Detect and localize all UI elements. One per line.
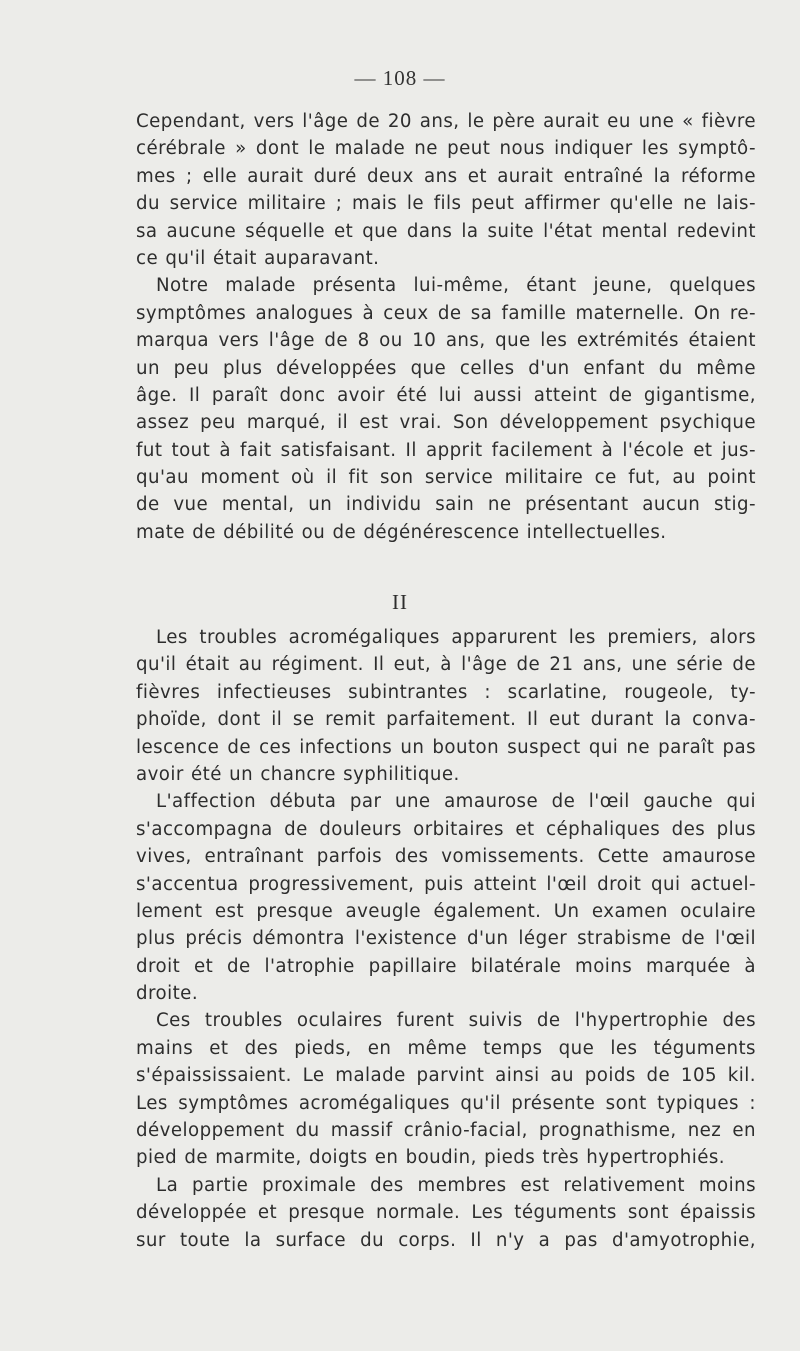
text-line: La partie proximale des membres est relativement moins [156,1174,756,1196]
text-line: qu'il était au régiment. Il eut, à l'âge de 21 ans, une série de [136,654,756,676]
text-line: du service militaire ; mais le fils peut affirmer qu'elle ne lais- [136,193,756,215]
text-line: mes ; elle aurait duré deux ans et aurait entraîné la réforme [136,165,756,187]
text-line: s'accompagna de douleurs orbitaires et céphaliques des plus [136,818,756,840]
text-line: vives, entraînant parfois des vomissements. Cette amaurose [136,846,756,868]
text-line: s'épaississaient. Le malade parvint ainsi au poids de 105 kil. [136,1065,756,1087]
text-line: symptômes analogues à ceux de sa famille maternelle. On re- [136,302,756,324]
text-line: s'accentua progressivement, puis atteint l'œil droit qui actuel- [136,873,756,895]
text-line: Ces troubles oculaires furent suivis de l'hypertrophie des [156,1010,756,1032]
text-line: âge. Il paraît donc avoir été lui aussi atteint de gigantisme, [136,384,756,406]
text-line: fièvres infectieuses subintrantes : scarlatine, rougeole, ty- [136,681,756,703]
text-line: Notre malade présenta lui-même, étant jeune, quelques [156,275,756,297]
text-line: mate de débilité ou de dégénérescence intellectuelles. [136,521,667,543]
text-line: sur toute la surface du corps. Il n'y a pas d'amyotrophie, [136,1229,756,1251]
text-block-2 [136,624,756,1254]
text-line: phoïde, dont il se remit parfaitement. Il eut durant la conva- [136,709,756,731]
text-line: droite. [136,983,199,1005]
text-line: lescence de ces infections un bouton suspect qui ne paraît pas [136,736,756,758]
text-line: fut tout à fait satisfaisant. Il apprit facilement à l'école et jus- [136,439,756,461]
text-line: plus précis démontra l'existence d'un léger strabisme de l'œil [136,928,756,950]
text-line: avoir été un chancre syphilitique. [136,763,460,785]
text-line: développée et presque normale. Les téguments sont épaissis [136,1202,756,1224]
text-line: de vue mental, un individu sain ne présentant aucun stig- [136,494,756,516]
section-heading: II [392,590,408,614]
text-line: un peu plus développées que celles d'un enfant du même [136,357,756,379]
text-block-1 [136,108,756,546]
text-line: marqua vers l'âge de 8 ou 10 ans, que les extrémités étaient [136,330,756,352]
text-line: qu'au moment où il fit son service militaire ce fut, au point [136,467,756,489]
page-number: — 108 — [354,66,446,90]
text-line: Les symptômes acromégaliques qu'il présente sont typiques : [136,1092,756,1114]
text-line: L'affection débuta par une amaurose de l'œil gauche qui [156,791,756,813]
text-line: Les troubles acromégaliques apparurent les premiers, alors [156,627,756,648]
text-line: sa aucune séquelle et que dans la suite l'état mental redevint [136,220,756,242]
text-line: Cependant, vers l'âge de 20 ans, le père aurait eu une « fièvre [136,111,756,132]
text-line: mains et des pieds, en même temps que les téguments [136,1037,756,1059]
text-line: droit et de l'atrophie papillaire bilatérale moins marquée à [136,955,756,977]
text-line: ce qu'il était auparavant. [136,247,380,269]
text-line: cérébrale » dont le malade ne peut nous indiquer les symptô- [136,138,756,160]
text-line: pied de marmite, doigts en boudin, pieds très hypertrophiés. [136,1147,725,1169]
text-line: assez peu marqué, il est vrai. Son développement psychique [136,412,756,434]
text-line: développement du massif crânio-facial, prognathisme, nez en [136,1120,756,1142]
text-line: lement est presque aveugle également. Un examen oculaire [136,900,756,922]
